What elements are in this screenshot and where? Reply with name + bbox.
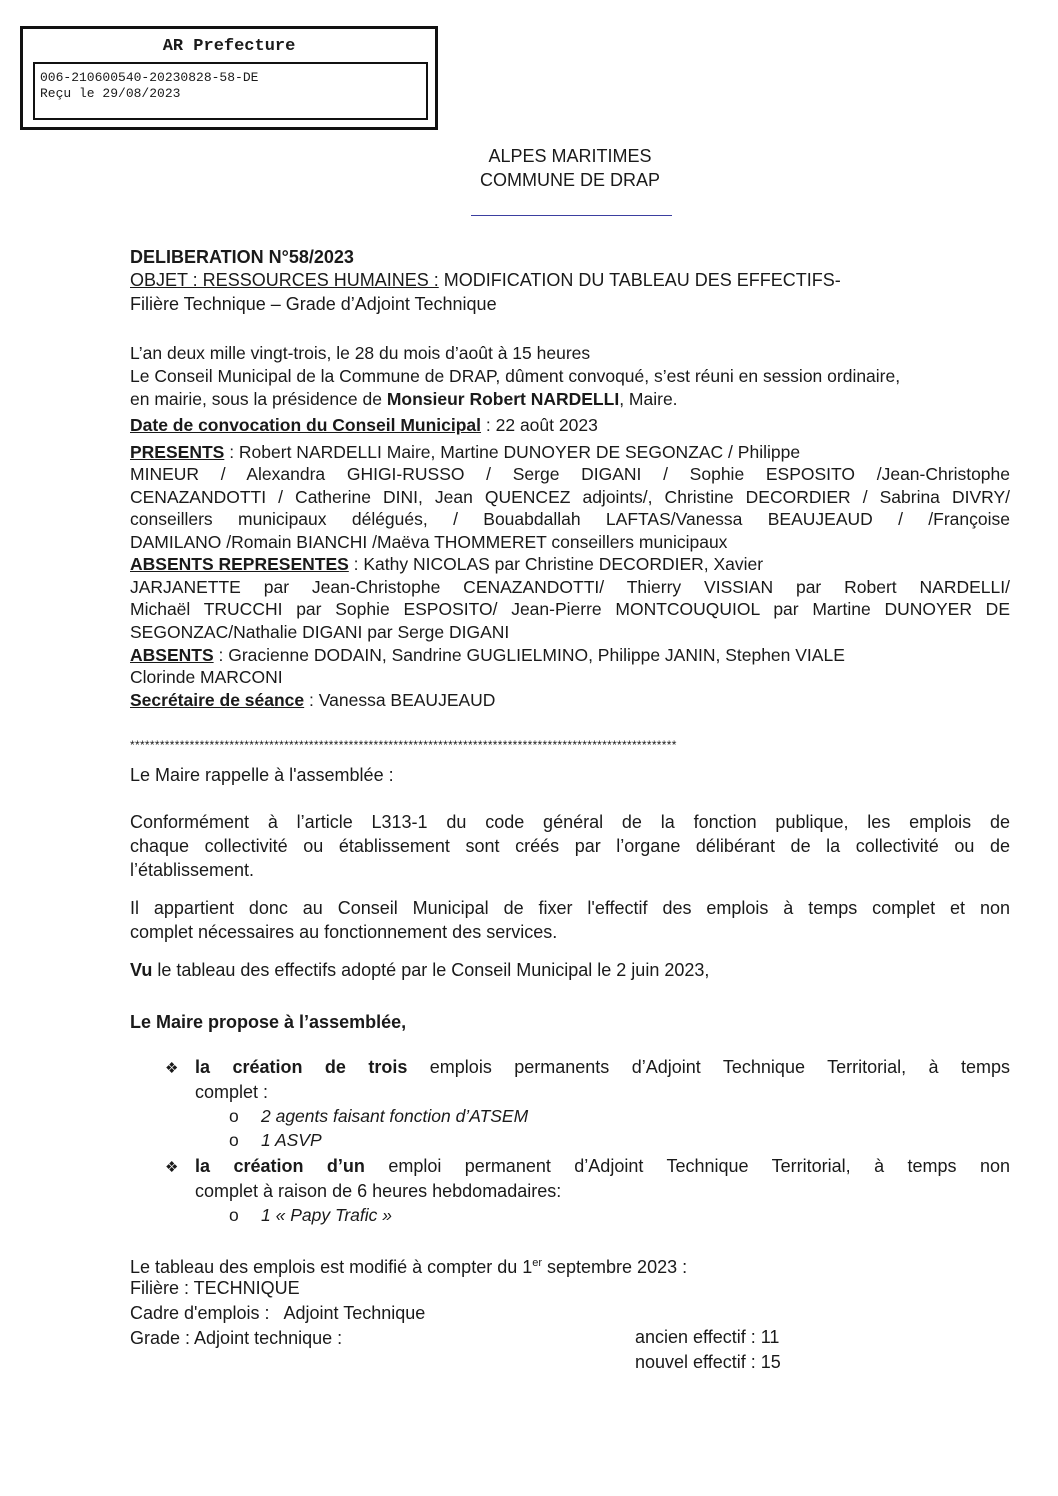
table-intro (130, 1252, 687, 1279)
objet-line2: Filière Technique – Grade d’Adjoint Technique (130, 294, 497, 314)
nouvel-effectif: nouvel effectif : 15 (635, 1352, 781, 1372)
deliberation-number: DELIBERATION N°58/2023 (130, 247, 354, 267)
presents-line5: DAMILANO /Romain BIANCHI /Maëva THOMMERET conseillers municipaux (130, 532, 728, 552)
absents-line1 (130, 644, 845, 667)
intro-line3-c: , Maire. (619, 389, 678, 409)
proposal-1-bold: la création de trois (195, 1057, 408, 1077)
cadre-emplois (130, 1302, 425, 1325)
circle-bullet-icon: o (229, 1106, 239, 1126)
proposal-1-text: emplois permanents d’Adjoint Technique Territorial, à temps (407, 1057, 1010, 1077)
propose-line: Le Maire propose à l’assemblée, (130, 1012, 407, 1032)
vu-text: le tableau des effectifs adopté par le Conseil Municipal le 2 juin 2023, (152, 960, 710, 980)
secretaire-value: : Vanessa BEAUJEAUD (304, 690, 496, 710)
proposal-2-line1 (195, 1155, 1010, 1178)
intro-line3-a: en mairie, sous la présidence de (130, 389, 387, 409)
cadre-label: Cadre d'emplois : (130, 1303, 270, 1323)
proposal-1-line1 (195, 1056, 1010, 1079)
cadre-value: Adjoint Technique (283, 1303, 426, 1323)
proposal-2-line2: complet à raison de 6 heures hebdomadaires: (195, 1181, 562, 1201)
presents-text: : Robert NARDELLI Maire, Martine DUNOYER DE SEGONZAC / Philippe (224, 442, 801, 462)
absents-representes-label: ABSENTS REPRESENTES (130, 554, 349, 574)
proposal-1-item-2 (229, 1130, 322, 1151)
proposal-2-item-1-text: 1 « Papy Trafic » (261, 1205, 392, 1225)
header-divider (471, 215, 672, 216)
circle-bullet-icon: o (229, 1205, 239, 1225)
commune-name: COMMUNE DE DRAP (479, 170, 660, 190)
absents-text: : Gracienne DODAIN, Sandrine GUGLIELMINO, Philippe JANIN, Stephen VIALE (213, 645, 845, 665)
p1-line1: Conformément à l’article L313-1 du code général de la fonction publique, les emplois de (130, 812, 1010, 832)
proposal-1-item-2-text: 1 ASVP (261, 1130, 322, 1150)
objet-text: MODIFICATION DU TABLEAU DES EFFECTIFS- (438, 270, 841, 290)
proposal-1-item-1-text: 2 agents faisant fonction d’ATSEM (261, 1106, 529, 1126)
table-intro-b: septembre 2023 : (542, 1257, 688, 1277)
convocation-label: Date de convocation du Conseil Municipal (130, 415, 482, 435)
prefecture-stamp (20, 26, 438, 130)
absents-label: ABSENTS (130, 645, 214, 665)
vu-line (130, 959, 709, 982)
proposal-2-item-1 (229, 1205, 392, 1226)
presents-line2: MINEUR / Alexandra GHIGI-RUSSO / Serge DIGANI / Sophie ESPOSITO /Jean-Christophe (130, 464, 1010, 484)
p1-line3: l’établissement. (130, 860, 255, 880)
ancien-effectif: ancien effectif : 11 (635, 1327, 780, 1347)
absents-representes-text: : Kathy NICOLAS par Christine DECORDIER, Xavier (348, 554, 764, 574)
absents-representes-line2: JARJANETTE par Jean-Christophe CENAZANDOTTI/ Thierry VISSIAN par Robert NARDELLI/ (130, 577, 1010, 597)
p2-line2: complet nécessaires au fonctionnement des services. (130, 922, 558, 942)
separator-stars: ************************************************************************************************************** (130, 738, 677, 752)
circle-bullet-icon: o (229, 1130, 239, 1150)
filiere: Filière : TECHNIQUE (130, 1278, 300, 1298)
proposal-2-bold: la création d’un (195, 1156, 365, 1176)
rappel: Le Maire rappelle à l'assemblée : (130, 765, 394, 785)
stamp-title: AR Prefecture (162, 37, 296, 56)
absents-representes-line1 (130, 553, 763, 576)
grade: Grade : Adjoint technique : (130, 1328, 343, 1348)
vu-bold: Vu (130, 960, 153, 980)
intro-line2: Le Conseil Municipal de la Commune de DRAP, dûment convoqué, s’est réuni en session ordinaire, (130, 366, 901, 386)
proposal-2-text: emploi permanent d’Adjoint Technique Territorial, à temps non (364, 1156, 1011, 1176)
stamp-details (33, 62, 428, 120)
convocation-date (130, 414, 598, 437)
presents-line4: conseillers municipaux délégués, / Bouabdallah LAFTAS/Vanessa BEAUJEAUD / /Françoise (130, 509, 1010, 529)
table-intro-a: Le tableau des emplois est modifié à compter du 1 (130, 1257, 533, 1277)
presents-line1 (130, 441, 800, 464)
intro-line1: L’an deux mille vingt-trois, le 28 du mois d’août à 15 heures (130, 343, 591, 363)
convocation-value: : 22 août 2023 (481, 415, 598, 435)
p1-line2: chaque collectivité ou établissement sont créés par l’organe délibérant de la collectivité ou de (130, 836, 1010, 856)
p2-line1: Il appartient donc au Conseil Municipal de fixer l'effectif des emplois à temps complet et non (130, 898, 1010, 918)
department-name: ALPES MARITIMES (488, 146, 652, 166)
stamp-received: Reçu le 29/08/2023 (40, 86, 181, 101)
presents-line3: CENAZANDOTTI / Catherine DINI, Jean QUENCEZ adjoints/, Christine DECORDIER / Sabrina DIVRY/ (130, 487, 1010, 507)
presents-label: PRESENTS (130, 442, 225, 462)
stamp-ref: 006-210600540-20230828-58-DE (40, 70, 259, 85)
proposal-1-line2: complet : (195, 1082, 269, 1102)
proposal-1-item-1 (229, 1106, 528, 1127)
absents-representes-line3: Michaël TRUCCHI par Sophie ESPOSITO/ Jean-Pierre MONTCOUQUIOL par Martine DUNOYER DE (130, 599, 1010, 619)
intro-line3 (130, 388, 678, 411)
deliberation-objet (130, 269, 841, 292)
president-name: Monsieur Robert NARDELLI (386, 389, 620, 409)
table-intro-sup: er (532, 1257, 543, 1269)
absents-representes-line4: SEGONZAC/Nathalie DIGANI par Serge DIGANI (130, 622, 510, 642)
diamond-bullet-icon: ❖ (165, 1060, 179, 1077)
secretaire (130, 689, 495, 712)
secretaire-label: Secrétaire de séance (130, 690, 305, 710)
objet-label: OBJET : RESSOURCES HUMAINES : (130, 270, 439, 290)
absents-line2: Clorinde MARCONI (130, 667, 283, 687)
diamond-bullet-icon: ❖ (165, 1159, 179, 1176)
